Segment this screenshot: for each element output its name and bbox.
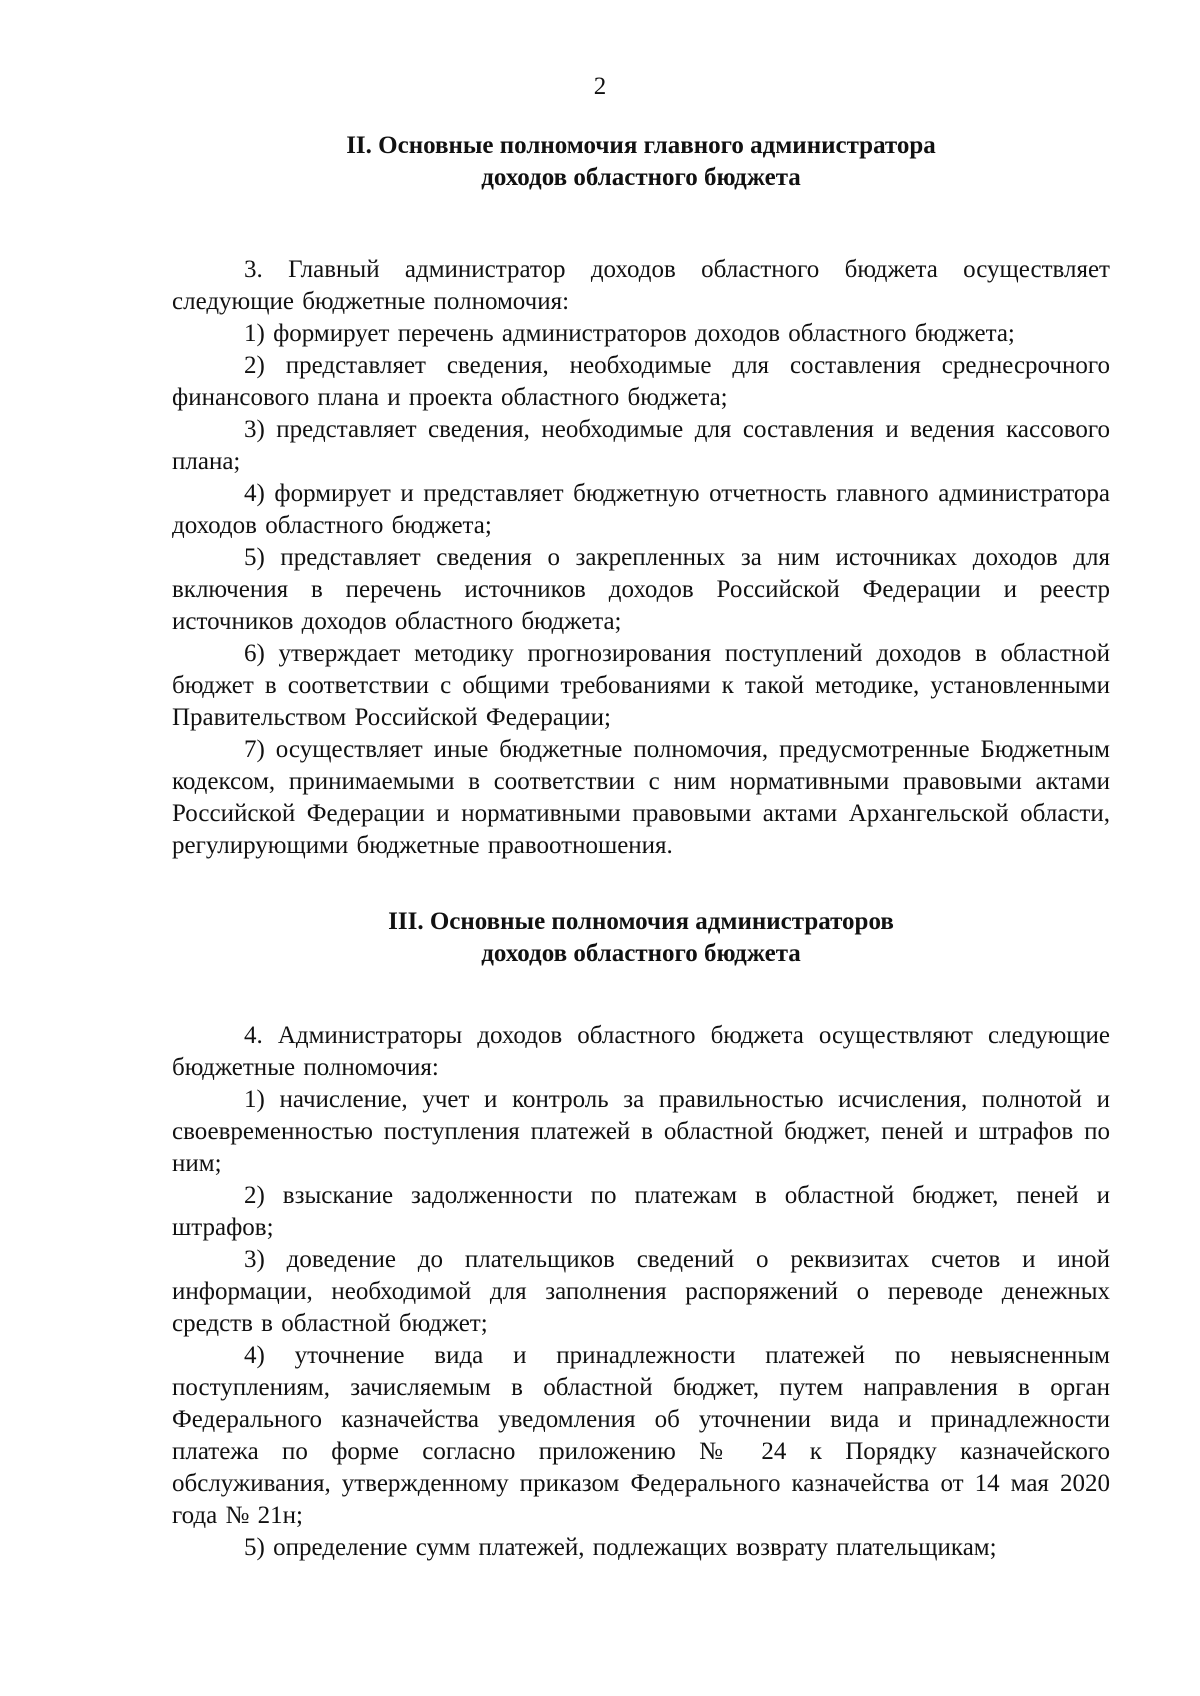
page-number: 2 — [593, 73, 607, 100]
section-2-item-4: 4) формирует и представляет бюджетную отчетность главного администратора доходов областного бюджета; — [172, 480, 1110, 539]
section-2-item-6: 6) утверждает методику прогнозирования поступлений доходов в областной бюджет в соответствии с общими требованиями к такой методике, установленными Правительством Российской Федерации; — [172, 640, 1110, 731]
section-2-heading-line-2: доходов областного бюджета — [481, 164, 801, 191]
section-3-heading-line-1: III. Основные полномочия администраторов — [388, 908, 894, 935]
section-3-item-5: 5) определение сумм платежей, подлежащих возврату плательщикам; — [244, 1534, 997, 1561]
section-3-heading — [172, 906, 1110, 970]
section-2-item-2: 2) представляет сведения, необходимые для составления среднесрочного финансового плана и проекта областного бюджета; — [172, 352, 1110, 411]
section-2-item-7: 7) осуществляет иные бюджетные полномочия, предусмотренные Бюджетным кодексом, принимаемыми в соответствии с ним нормативными правовыми актами Российской Федерации и нормативными правовыми актами Архангельской области, регулирующими бюджетные правоотношения. — [172, 736, 1110, 859]
section-3-item-4: 4) уточнение вида и принадлежности платежей по невыясненным поступлениям, зачисляемым в областной бюджет, путем направления в орган Федерального казначейства уведомления об уточнении вида и принадлежности платежа по форме согласно приложению № 24 к Порядку казначейского обслуживания, утвержденному приказом Федерального казначейства от 14 мая 2020 года № 21н; — [172, 1342, 1110, 1529]
section-2-intro-paragraph: 3. Главный администратор доходов областного бюджета осуществляет следующие бюджетные полномочия: — [172, 256, 1110, 315]
section-2-item-5: 5) представляет сведения о закрепленных за ним источниках доходов для включения в перечень источников доходов Российской Федерации и реестр источников доходов областного бюджета; — [172, 544, 1110, 635]
section-3-item-1: 1) начисление, учет и контроль за правильностью исчисления, полнотой и своевременностью поступления платежей в областной бюджет, пеней и штрафов по ним; — [172, 1086, 1110, 1177]
document-body — [172, 130, 1110, 1564]
section-2-heading — [172, 130, 1110, 194]
section-3-heading-line-2: доходов областного бюджета — [481, 940, 801, 967]
section-2-item-3: 3) представляет сведения, необходимые для составления и ведения кассового плана; — [172, 416, 1110, 475]
section-3-item-2: 2) взыскание задолженности по платежам в областной бюджет, пеней и штрафов; — [172, 1182, 1110, 1241]
section-2-heading-line-1: II. Основные полномочия главного администратора — [346, 132, 936, 159]
section-3-intro-paragraph: 4. Администраторы доходов областного бюджета осуществляют следующие бюджетные полномочия: — [172, 1022, 1110, 1081]
section-2-item-1: 1) формирует перечень администраторов доходов областного бюджета; — [244, 320, 1015, 347]
section-3-item-3: 3) доведение до плательщиков сведений о реквизитах счетов и иной информации, необходимой для заполнения распоряжений о переводе денежных средств в областной бюджет; — [172, 1246, 1110, 1337]
